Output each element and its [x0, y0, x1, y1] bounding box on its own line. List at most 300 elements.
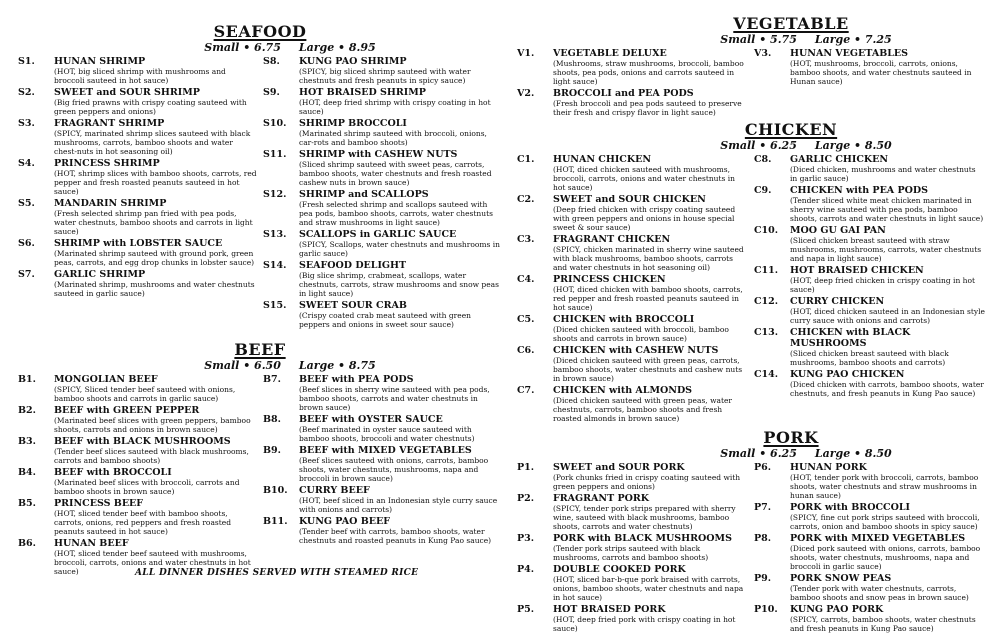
item-code: P4.	[517, 564, 535, 575]
item-code: S5.	[18, 198, 35, 209]
item-description: (Fresh broccoli and pea pods sauteed to preserve their fresh and crispy flavor in light sauce)	[553, 99, 742, 117]
item-description: (HOT, big sliced shrimp with mushrooms and broccoli sauteed in hot sauce)	[54, 67, 226, 85]
item-description: (Marinated shrimp, mushrooms and water chestnuts sauteed in garlic sauce)	[54, 280, 255, 298]
menu-item	[517, 194, 748, 232]
item-name: SHRIMP with CASHEW NUTS	[299, 149, 458, 160]
item-name: HOT BRAISED SHRIMP	[299, 87, 426, 98]
item-name: KUNG PAO CHICKEN	[790, 369, 905, 380]
item-code: P8.	[754, 533, 772, 544]
item-code: C6.	[517, 345, 535, 356]
menu-item	[18, 467, 257, 496]
item-name: BEEF with MIXED VEGETABLES	[299, 445, 472, 456]
item-description: (Sliced chicken breast sauteed with black mushrooms, bamboo shoots and carrots)	[790, 349, 949, 367]
item-description: (Diced pork sauteed with onions, carrots, bamboo shoots, water chestnuts, mushrooms, napa and broccoli in garlic sauce)	[790, 544, 981, 571]
item-name: CHICKEN with CASHEW NUTS	[553, 345, 719, 356]
item-body	[54, 238, 257, 267]
item-code: S13.	[263, 229, 287, 240]
item-body	[553, 345, 748, 383]
item-description: (Mushrooms, straw mushrooms, broccoli, bamboo shoots, pea pods, onions and carrots sauteed in light sauce)	[553, 59, 744, 86]
item-name: DOUBLE COOKED PORK	[553, 564, 686, 575]
item-name: HOT BRAISED CHICKEN	[790, 265, 924, 276]
item-body	[54, 158, 257, 196]
item-description: (HOT, deep fried pork with crispy coating in hot sauce)	[553, 615, 736, 633]
item-description: (SPICY, carrots, bamboo shoots, water chestnuts and fresh peanuts in Kung Pao sauce)	[790, 615, 976, 633]
item-description: (Tender pork strips sauteed with black mushrooms, carrots and bamboo shoots)	[553, 544, 709, 562]
item-code: B10.	[263, 485, 288, 496]
item-code: C2.	[517, 194, 535, 205]
menu-item	[517, 493, 748, 531]
item-code: S1.	[18, 56, 35, 67]
item-description: (Marinated shrimp sauteed with ground pork, green peas, carrots, and egg drop chunks in lobster sauce)	[54, 249, 255, 267]
item-code: B3.	[18, 436, 36, 447]
section-title: CHICKEN	[744, 120, 838, 139]
item-list	[754, 48, 985, 119]
right-column	[517, 0, 985, 635]
item-code: B5.	[18, 498, 36, 509]
item-code: B2.	[18, 405, 36, 416]
item-name: SWEET SOUR CRAB	[299, 300, 407, 311]
item-list	[263, 374, 502, 578]
item-description: (HOT, diced chicken with bamboo shoots, carrots, red pepper and fresh roasted peanuts sauteed in hot sauce)	[553, 285, 743, 312]
price-row	[18, 359, 502, 372]
item-description: (HOT, diced chicken sauteed in an Indonesian style curry sauce with onions and carrots)	[790, 307, 985, 325]
item-description: (HOT, deep fried shrimp with crispy coating in hot sauce)	[299, 98, 491, 116]
menu-item	[754, 154, 985, 183]
item-description: (Tender beef slices sauteed with black mushrooms, carrots and bamboo shoots)	[54, 447, 249, 465]
item-body	[790, 462, 985, 500]
item-body	[790, 502, 985, 531]
item-description: (Diced chicken sauteed with green peas, carrots, bamboo shoots, water chestnuts and cashew nuts in brown sauce)	[553, 356, 743, 383]
menu-item	[263, 300, 502, 329]
item-description: (Marinated shrimp sauteed with broccoli, onions, car-rots and bamboo shoots)	[299, 129, 487, 147]
item-code: B8.	[263, 414, 281, 425]
menu-item	[754, 265, 985, 294]
item-body	[54, 87, 257, 116]
menu-item	[754, 462, 985, 500]
price-row	[517, 33, 985, 46]
item-list	[517, 462, 748, 635]
pork-section	[517, 429, 985, 635]
item-code: S9.	[263, 87, 280, 98]
item-body	[790, 225, 985, 263]
item-code: S10.	[263, 118, 287, 129]
item-body	[553, 48, 748, 86]
item-code: C5.	[517, 314, 535, 325]
vegetable-section	[517, 15, 985, 119]
menu-item	[263, 260, 502, 298]
beef-section	[18, 341, 502, 578]
menu-item	[263, 485, 502, 514]
price-row	[517, 139, 985, 152]
item-code: P2.	[517, 493, 535, 504]
large-price: Large • 8.50	[814, 447, 892, 460]
small-price: Small • 6.75	[204, 41, 281, 54]
menu-item	[517, 604, 748, 633]
item-name: FRAGRANT SHRIMP	[54, 118, 165, 129]
item-columns	[18, 56, 502, 331]
item-body	[54, 269, 257, 298]
menu-item	[754, 573, 985, 602]
item-body	[790, 327, 985, 367]
item-description: (Tender sliced white meat chicken marinated in sherry wine sauteed with pea pods, bamboo shoots, carrots and water chestnuts in light sauce)	[790, 196, 984, 223]
item-description: (Sliced shrimp sauteed with sweet peas, carrots, bamboo shoots, water chestnuts and fresh roasted cashew nuts in brown sauce)	[299, 160, 492, 187]
menu-item	[18, 118, 257, 156]
item-description: (Fresh selected shrimp and scallops sauteed with pea pods, bamboo shoots, carrots, water chestnuts and straw mushrooms in light sauce)	[299, 200, 493, 227]
item-code: C13.	[754, 327, 779, 338]
item-name: HUNAN VEGETABLES	[790, 48, 909, 59]
item-body	[553, 604, 748, 633]
item-name: BEEF with BLACK MUSHROOMS	[54, 436, 231, 447]
item-body	[790, 573, 985, 602]
item-code: V1.	[517, 48, 535, 59]
menu-item	[517, 345, 748, 383]
item-name: CURRY BEEF	[299, 485, 370, 496]
menu-item	[18, 56, 257, 85]
item-description: (Big fried prawns with crispy coating sauteed with green peppers and onions)	[54, 98, 247, 116]
item-body	[299, 189, 502, 227]
menu-item	[517, 385, 748, 423]
item-name: KUNG PAO BEEF	[299, 516, 390, 527]
item-list	[18, 374, 257, 578]
item-description: (HOT, beef sliced in an Indonesian style curry sauce with onions and carrots)	[299, 496, 498, 514]
large-price: Large • 7.25	[814, 33, 892, 46]
item-name: VEGETABLE DELUXE	[553, 48, 667, 59]
item-code: S8.	[263, 56, 280, 67]
item-list	[18, 56, 257, 331]
section-title: SEAFOOD	[213, 22, 307, 41]
item-body	[790, 369, 985, 398]
item-code: C7.	[517, 385, 535, 396]
item-name: GARLIC CHICKEN	[790, 154, 889, 165]
menu-item	[263, 149, 502, 187]
item-code: P6.	[754, 462, 772, 473]
item-description: (SPICY, chicken marinated in sherry wine sauteed with black mushrooms, bamboo shoots, carrots and water chestnuts in hot seasoning oil)	[553, 245, 744, 272]
item-code: C11.	[754, 265, 779, 276]
item-name: CHICKEN with BROCCOLI	[553, 314, 695, 325]
item-code: C14.	[754, 369, 779, 380]
item-body	[54, 436, 257, 465]
item-description: (HOT, deep fried chicken in crispy coating in hot sauce)	[790, 276, 976, 294]
menu-item	[517, 234, 748, 272]
item-code: P10.	[754, 604, 778, 615]
item-name: HOT BRAISED PORK	[553, 604, 666, 615]
menu-item	[18, 374, 257, 403]
menu-item	[517, 154, 748, 192]
small-price: Small • 6.50	[204, 359, 281, 372]
item-columns	[18, 374, 502, 578]
item-code: S3.	[18, 118, 35, 129]
item-description: (Diced chicken sauteed with broccoli, bamboo shoots and carrots in brown sauce)	[553, 325, 729, 343]
item-body	[54, 467, 257, 496]
item-code: C12.	[754, 296, 779, 307]
item-description: (SPICY, big sliced shrimp sauteed with water chestnuts and fresh peanuts in spicy sauce)	[299, 67, 471, 85]
item-body	[553, 533, 748, 562]
item-description: (HOT, sliced tender beef with bamboo shoots, carrots, onions, red peppers and fresh roasted peanuts sauteed in hot sauce)	[54, 509, 232, 536]
item-body	[54, 118, 257, 156]
item-description: (SPICY, tender pork strips prepared with sherry wine, sauteed with black mushrooms, bamboo shoots, carrots and water chestnuts)	[553, 504, 736, 531]
price-row	[18, 41, 502, 54]
item-name: SHRIMP BROCCOLI	[299, 118, 407, 129]
seafood-section	[18, 23, 502, 331]
item-name: PRINCESS BEEF	[54, 498, 144, 509]
item-code: S7.	[18, 269, 35, 280]
item-name: FRAGRANT PORK	[553, 493, 650, 504]
chicken-section	[517, 121, 985, 425]
item-name: SWEET and SOUR SHRIMP	[54, 87, 200, 98]
menu-item	[263, 118, 502, 147]
menu-item	[263, 374, 502, 412]
item-body	[299, 414, 502, 443]
item-name: CHICKEN with PEA PODS	[790, 185, 929, 196]
menu-item	[517, 462, 748, 491]
item-code: S4.	[18, 158, 35, 169]
item-code: V3.	[754, 48, 772, 59]
item-description: (SPICY, Sliced tender beef sauteed with onions, bamboo shoots and carrots in garlic sauce)	[54, 385, 236, 403]
menu-item	[18, 198, 257, 236]
item-name: GARLIC SHRIMP	[54, 269, 146, 280]
menu-item	[517, 48, 748, 86]
large-price: Large • 8.50	[814, 139, 892, 152]
item-description: (HOT, shrimp slices with bamboo shoots, carrots, red pepper and fresh roasted peanuts sauteed in hot sauce)	[54, 169, 257, 196]
item-name: HUNAN PORK	[790, 462, 867, 473]
item-name: SWEET and SOUR PORK	[553, 462, 685, 473]
item-description: (Pork chunks fried in crispy coating sauteed with green peppers and onions)	[553, 473, 741, 491]
menu-item	[18, 436, 257, 465]
item-code: B11.	[263, 516, 288, 527]
item-name: PORK with BLACK MUSHROOMS	[553, 533, 732, 544]
item-body	[299, 300, 502, 329]
menu-item	[517, 314, 748, 343]
item-code: C4.	[517, 274, 535, 285]
item-description: (Crispy coated crab meat sauteed with green peppers and onions in sweet sour sauce)	[299, 311, 471, 329]
menu-item	[263, 189, 502, 227]
item-code: S15.	[263, 300, 287, 311]
item-code: P9.	[754, 573, 772, 584]
item-body	[553, 314, 748, 343]
item-description: (Deep fried chicken with crispy coating sauteed with green peppers and onions in house special sweet & sour sauce)	[553, 205, 736, 232]
item-name: HUNAN CHICKEN	[553, 154, 652, 165]
item-body	[790, 533, 985, 571]
item-code: S12.	[263, 189, 287, 200]
item-description: (Tender beef with carrots, bamboo shoots, water chestnuts and roasted peanuts in Kung Pao sauce)	[299, 527, 492, 545]
menu-item	[517, 88, 748, 117]
item-description: (Tender pork with water chestnuts, carrots, bamboo shoots and snow peas in brown sauce)	[790, 584, 969, 602]
menu-item	[754, 296, 985, 325]
item-description: (HOT, tender pork with broccoli, carrots, bamboo shoots, water chestnuts and straw mushrooms in hunan sauce)	[790, 473, 979, 500]
menu-item	[754, 604, 985, 633]
item-description: (Fresh selected shrimp pan fried with pea pods, water chestnuts, bamboo shoots and carrots in light sauce)	[54, 209, 253, 236]
item-code: C9.	[754, 185, 772, 196]
item-body	[553, 274, 748, 312]
item-body	[54, 374, 257, 403]
item-description: (HOT, sliced bar-b-que pork braised with carrots, onions, bamboo shoots, water chestnuts and napa in hot sauce)	[553, 575, 744, 602]
item-description: (Marinated beef slices with green peppers, bamboo shoots, carrots and onions in brown sauce)	[54, 416, 251, 434]
item-body	[299, 260, 502, 298]
item-code: P1.	[517, 462, 535, 473]
item-name: CHICKEN with ALMONDS	[553, 385, 693, 396]
menu-item	[18, 269, 257, 298]
item-code: B4.	[18, 467, 36, 478]
item-code: S14.	[263, 260, 287, 271]
item-columns	[517, 154, 985, 425]
item-name: KUNG PAO SHRIMP	[299, 56, 407, 67]
item-code: S2.	[18, 87, 35, 98]
item-columns	[517, 462, 985, 635]
item-name: CHICKEN with BLACK MUSHROOMS	[790, 327, 911, 349]
item-body	[54, 498, 257, 536]
item-name: CURRY CHICKEN	[790, 296, 885, 307]
item-list	[754, 154, 985, 425]
item-columns	[517, 48, 985, 119]
item-name: BEEF with PEA PODS	[299, 374, 414, 385]
item-name: PORK with MIXED VEGETABLES	[790, 533, 966, 544]
small-price: Small • 6.25	[720, 139, 797, 152]
item-name: BEEF with GREEN PEPPER	[54, 405, 200, 416]
item-body	[553, 88, 748, 117]
item-name: SWEET and SOUR CHICKEN	[553, 194, 706, 205]
item-body	[553, 462, 748, 491]
menu-item	[263, 414, 502, 443]
small-price: Small • 5.75	[720, 33, 797, 46]
item-list	[263, 56, 502, 331]
item-body	[790, 265, 985, 294]
menu-item	[517, 533, 748, 562]
section-title: PORK	[763, 428, 819, 447]
item-body	[553, 234, 748, 272]
menu-item	[263, 516, 502, 545]
item-code: B7.	[263, 374, 281, 385]
item-name: FRAGRANT CHICKEN	[553, 234, 671, 245]
item-body	[54, 198, 257, 236]
item-description: (Diced chicken sauteed with green peas, water chestnuts, carrots, bamboo shoots and fresh roasted almonds in brown sauce)	[553, 396, 732, 423]
item-body	[790, 154, 985, 183]
item-body	[299, 87, 502, 116]
item-name: BEEF with OYSTER SAUCE	[299, 414, 443, 425]
menu-item	[263, 229, 502, 258]
item-body	[299, 229, 502, 258]
item-body	[790, 604, 985, 633]
small-price: Small • 6.25	[720, 447, 797, 460]
price-row	[517, 447, 985, 460]
item-description: (SPICY, Scallops, water chestnuts and mushrooms in garlic sauce)	[299, 240, 500, 258]
item-code: C8.	[754, 154, 772, 165]
menu-item	[263, 445, 502, 483]
item-code: P3.	[517, 533, 535, 544]
item-name: KUNG PAO PORK	[790, 604, 884, 615]
item-name: BEEF with BROCCOLI	[54, 467, 172, 478]
large-price: Large • 8.75	[298, 359, 376, 372]
item-body	[299, 445, 502, 483]
item-code: P5.	[517, 604, 535, 615]
item-body	[790, 185, 985, 223]
item-list	[517, 48, 748, 119]
menu-item	[263, 56, 502, 85]
item-body	[553, 564, 748, 602]
item-description: (HOT, mushrooms, broccoli, carrots, onions, bamboo shoots, and water chestnuts sauteed in Hunan sauce)	[790, 59, 972, 86]
item-description: (Diced chicken with carrots, bamboo shoots, water chestnuts, and fresh peanuts in Kung Pao sauce)	[790, 380, 984, 398]
item-list	[517, 154, 748, 425]
item-body	[299, 516, 502, 545]
section-title: BEEF	[234, 340, 286, 359]
footnote: ALL DINNER DISHES SERVED WITH STEAMED RICE	[135, 568, 419, 578]
item-body	[553, 194, 748, 232]
item-body	[54, 405, 257, 434]
item-code: B9.	[263, 445, 281, 456]
item-description: (Beef slices sauteed with onions, carrots, bamboo shoots, water chestnuts, mushrooms, napa and broccoli in brown sauce)	[299, 456, 489, 483]
item-code: P7.	[754, 502, 772, 513]
item-name: SHRIMP with LOBSTER SAUCE	[54, 238, 223, 249]
item-name: PRINCESS SHRIMP	[54, 158, 160, 169]
menu-item	[517, 274, 748, 312]
large-price: Large • 8.95	[298, 41, 376, 54]
item-code: V2.	[517, 88, 535, 99]
menu-item	[18, 158, 257, 196]
item-name: HUNAN SHRIMP	[54, 56, 146, 67]
item-name: BROCCOLI and PEA PODS	[553, 88, 694, 99]
item-name: PORK with BROCCOLI	[790, 502, 910, 513]
menu-item	[754, 327, 985, 367]
menu-item	[18, 238, 257, 267]
item-name: MONGOLIAN BEEF	[54, 374, 158, 385]
menu-item	[754, 225, 985, 263]
item-name: MOO GU GAI PAN	[790, 225, 886, 236]
item-code: C1.	[517, 154, 535, 165]
menu-item	[754, 533, 985, 571]
item-description: (Marinated beef slices with broccoli, carrots and bamboo shoots in brown sauce)	[54, 478, 240, 496]
left-column	[18, 0, 502, 578]
item-name: PORK SNOW PEAS	[790, 573, 892, 584]
item-code: S6.	[18, 238, 35, 249]
item-name: SCALLOPS in GARLIC SAUCE	[299, 229, 457, 240]
menu-item	[18, 498, 257, 536]
item-description: (Beef marinated in oyster sauce sauteed with bamboo shoots, broccoli and water chestnuts)	[299, 425, 475, 443]
item-body	[299, 485, 502, 514]
section-title: VEGETABLE	[733, 14, 849, 33]
item-body	[553, 154, 748, 192]
item-name: HUNAN BEEF	[54, 538, 129, 549]
item-body	[790, 48, 985, 86]
item-description: (SPICY, fine cut pork strips sauteed with broccoli, carrots, onion and bamboo shoots in spicy sauce)	[790, 513, 980, 531]
menu-item	[263, 87, 502, 116]
menu-item	[754, 48, 985, 86]
item-code: C10.	[754, 225, 779, 236]
item-description: (Big slice shrimp, crabmeat, scallops, water chestnuts, carrots, straw mushrooms and snow peas in light sauce)	[299, 271, 499, 298]
item-name: MANDARIN SHRIMP	[54, 198, 167, 209]
menu-item	[754, 185, 985, 223]
item-description: (SPICY, marinated shrimp slices sauteed with black mushrooms, carrots, bamboo shoots and water chest-nuts in hot seasoning oil)	[54, 129, 251, 156]
menu-item	[754, 502, 985, 531]
item-body	[553, 385, 748, 423]
item-description: (Sliced chicken breast sauteed with straw mushrooms, mushrooms, carrots, water chestnuts and napa in light sauce)	[790, 236, 982, 263]
item-body	[299, 374, 502, 412]
item-description: (Beef slices in sherry wine sauteed with pea pods, bamboo shoots, carrots and water chestnuts in brown sauce)	[299, 385, 490, 412]
item-body	[553, 493, 748, 531]
item-body	[54, 56, 257, 85]
item-name: PRINCESS CHICKEN	[553, 274, 666, 285]
item-body	[299, 149, 502, 187]
item-name: SEAFOOD DELIGHT	[299, 260, 407, 271]
item-code: S11.	[263, 149, 287, 160]
item-body	[299, 118, 502, 147]
item-body	[790, 296, 985, 325]
item-code: B6.	[18, 538, 36, 549]
item-description: (Diced chicken, mushrooms and water chestnuts in garlic sauce)	[790, 165, 976, 183]
item-name: SHRIMP and SCALLOPS	[299, 189, 429, 200]
item-list	[754, 462, 985, 635]
menu-item	[18, 87, 257, 116]
menu-item	[517, 564, 748, 602]
item-description: (HOT, sliced tender beef sauteed with mushrooms, broccoli, carrots, onions and water chestnuts in hot sauce)	[54, 549, 251, 576]
